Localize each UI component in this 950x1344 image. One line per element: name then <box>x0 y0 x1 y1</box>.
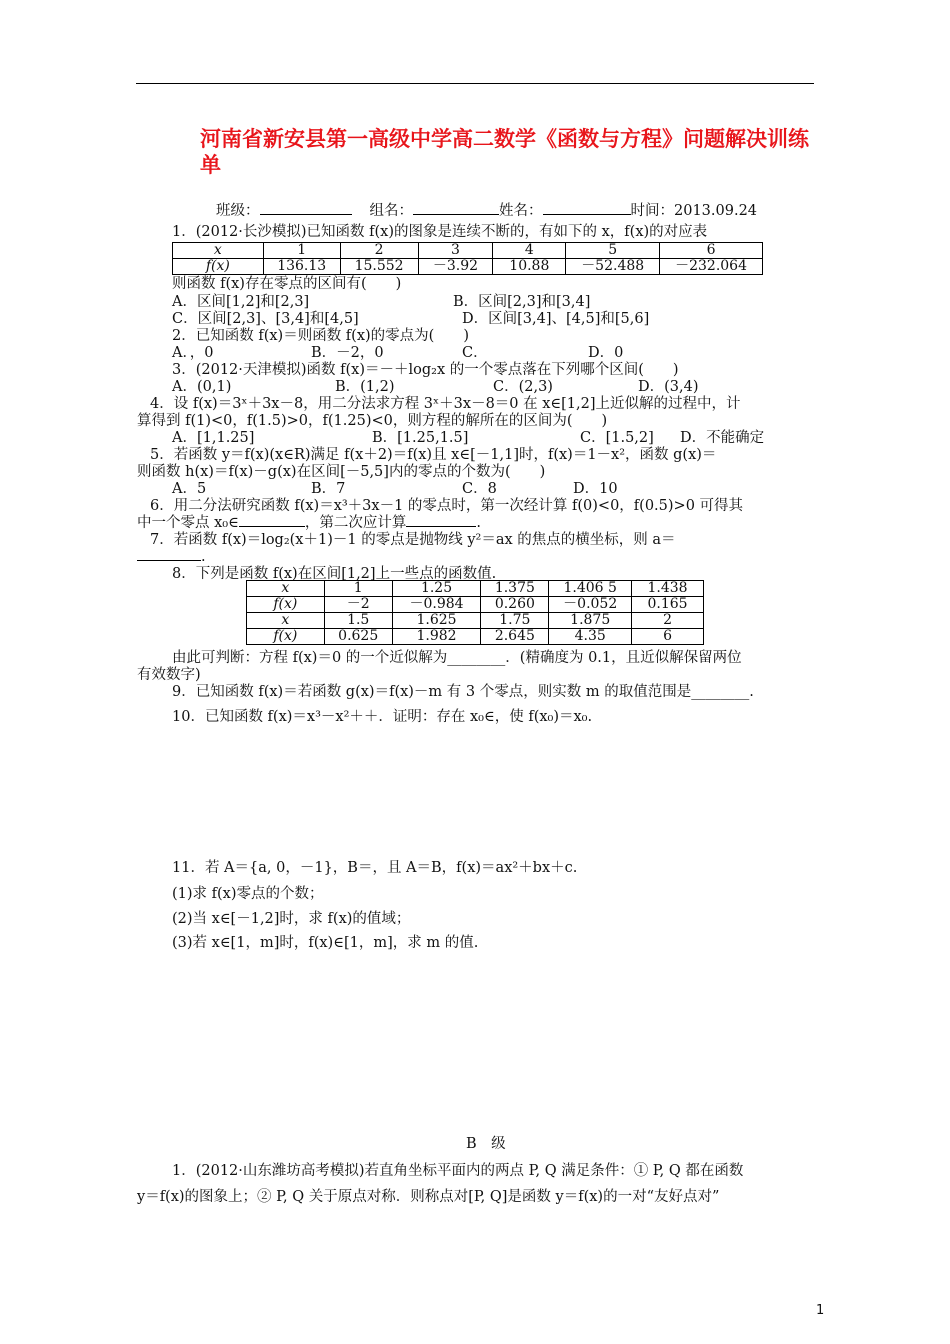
q4-option-d: D．不能确定 <box>680 430 765 446</box>
q8-table-cell: 2.645 <box>481 629 549 645</box>
group-label: 组名： <box>369 203 413 219</box>
q1-table-cell: －232.064 <box>660 259 763 275</box>
q1-option-a: A．区间[1,2]和[2,3] <box>172 294 310 310</box>
b1-line2: y＝f(x)的图象上；② P, Q 关于原点对称．则称点对[P, Q]是函数 y＝f(x)的一对“友好点对” <box>137 1189 720 1205</box>
q1-question: 则函数 f(x)存在零点的区间有( ) <box>172 276 402 292</box>
q6-line2 <box>137 515 481 532</box>
q6-line2-a: 中一个零点 x₀∈ <box>137 515 239 531</box>
q6-line2-b: ，第二次应计算 <box>304 515 407 531</box>
q8-table-cell: －0.052 <box>549 597 632 613</box>
q8-table-cell: 0.625 <box>324 629 392 645</box>
q4-option-a: A．[1,1.25] <box>172 430 255 446</box>
q11-part1: (1)求 f(x)零点的个数； <box>172 886 324 902</box>
q6-blank-1 <box>239 526 305 527</box>
q8-table-cell: 1.375 <box>481 581 549 597</box>
q11-part2: (2)当 x∈[－1,2]时，求 f(x)的值域； <box>172 911 411 927</box>
q8-table-cell: 1.875 <box>549 613 632 629</box>
q1-option-b: B．区间[2,3]和[3,4] <box>453 294 591 310</box>
q8-table-cell: －0.984 <box>392 597 481 613</box>
q8-table-row <box>247 581 704 597</box>
q8-table-cell: 2 <box>632 613 704 629</box>
q8-table-cell: 6 <box>632 629 704 645</box>
q7-line1: 7．若函数 f(x)＝log₂(x＋1)－1 的零点是抛物线 y²＝ax 的焦点的横坐标，则 a＝ <box>150 532 676 548</box>
q8-table-row <box>247 597 704 613</box>
header-rule <box>136 83 814 84</box>
q2-option-c: C． <box>462 345 488 361</box>
q3-option-c: C．(2,3) <box>493 379 553 395</box>
q2-option-b: B．－2，0 <box>311 345 384 361</box>
q8-table-cell: 1.438 <box>632 581 704 597</box>
q1-table-cell: 4 <box>493 243 566 259</box>
q8-table-row <box>247 613 704 629</box>
time-label: 时间：2013.09.24 <box>630 203 758 219</box>
q8-line1: 由此可判断：方程 f(x)＝0 的一个近似解为________．(精确度为 0.1，且近似解保留两位 <box>172 650 742 666</box>
q1-table-cell: 136.13 <box>263 259 340 275</box>
q1-table-row <box>173 243 763 259</box>
q5-line1: 5．若函数 y＝f(x)(x∈R)满足 f(x＋2)＝f(x)且 x∈[－1,1]时，f(x)＝1－x²，函数 g(x)＝ <box>150 447 717 463</box>
q8-table-cell: 1.625 <box>392 613 481 629</box>
q11-part3: (3)若 x∈[1，m]时，f(x)∈[1，m]，求 m 的值. <box>172 935 479 951</box>
q4-option-b: B．[1.25,1.5] <box>372 430 469 446</box>
q1-table-cell: 10.88 <box>493 259 566 275</box>
q5-option-c: C．8 <box>462 481 497 497</box>
group-blank <box>413 214 499 215</box>
q11-stem: 11．若 A＝{a, 0，－1}，B＝，且 A＝B，f(x)＝ax²＋bx＋c. <box>172 860 578 876</box>
q4-line1: 4．设 f(x)＝3ˣ＋3x－8，用二分法求方程 3ˣ＋3x－8＝0 在 x∈[1,2]上近似解的过程中，计 <box>150 396 741 412</box>
q8-table-cell: 1.982 <box>392 629 481 645</box>
q2-option-d: D．0 <box>588 345 624 361</box>
q8-table-cell: 1.25 <box>392 581 481 597</box>
q4-line2: 算得到 f(1)<0，f(1.5)>0，f(1.25)<0，则方程的解所在的区间为( ) <box>137 413 608 429</box>
name-blank <box>543 214 631 215</box>
q4-option-c: C．[1.5,2] <box>580 430 654 446</box>
class-label: 班级： <box>216 203 260 219</box>
q8-table-cell: 0.260 <box>481 597 549 613</box>
q8-stem: 8．下列是函数 f(x)在区间[1,2]上一些点的函数值. <box>172 566 497 582</box>
q2-option-a: A．，0 <box>172 345 214 361</box>
page-number: 1 <box>816 1303 825 1318</box>
q3-option-a: A．(0,1) <box>172 379 232 395</box>
q3-option-d: D．(3,4) <box>638 379 699 395</box>
q1-table-cell: 6 <box>660 243 763 259</box>
info-line <box>216 203 757 220</box>
q5-option-a: A．5 <box>172 481 207 497</box>
q3-stem: 3．(2012·天津模拟)函数 f(x)＝－＋log₂x 的一个零点落在下列哪个区间( ) <box>172 362 679 378</box>
q1-table-cell: －3.92 <box>418 259 493 275</box>
q7-line2 <box>137 549 206 566</box>
q7-line2-text: . <box>201 549 206 565</box>
q8-table-header-cell: f(x) <box>247 597 325 613</box>
q8-table-cell: 1 <box>324 581 392 597</box>
q8-table-header-cell: x <box>247 613 325 629</box>
class-blank <box>260 214 352 215</box>
q8-table-cell: 1.406 5 <box>549 581 632 597</box>
q1-table-header-cell: x <box>173 243 264 259</box>
document-title: 河南省新安县第一高级中学高二数学《函数与方程》问题解决训练单 <box>200 127 809 177</box>
q6-line1: 6．用二分法研究函数 f(x)＝x³＋3x－1 的零点时，第一次经计算 f(0)<0，f(0.5)>0 可得其 <box>150 498 744 514</box>
q5-option-b: B．7 <box>311 481 346 497</box>
q8-table-cell: 4.35 <box>549 629 632 645</box>
q8-table-cell: 0.165 <box>632 597 704 613</box>
q8-line2: 有效数字) <box>137 667 201 683</box>
q8-table-cell: 1.75 <box>481 613 549 629</box>
q10-stem: 10．已知函数 f(x)＝x³－x²＋＋．证明：存在 x₀∈，使 f(x₀)＝x₀. <box>172 709 593 725</box>
q6-blank-2 <box>406 526 476 527</box>
q8-table-header-cell: x <box>247 581 325 597</box>
q2-stem: 2．已知函数 f(x)＝则函数 f(x)的零点为( ) <box>172 328 469 344</box>
q9-stem: 9．已知函数 f(x)＝若函数 g(x)＝f(x)－m 有 3 个零点，则实数 m 的取值范围是________. <box>172 684 754 700</box>
q8-table-cell: 1.5 <box>324 613 392 629</box>
q1-table-cell: －52.488 <box>566 259 660 275</box>
q1-stem: 1．(2012·长沙模拟)已知函数 f(x)的图象是连续不断的，有如下的 x，f(x)的对应表 <box>172 224 708 240</box>
q1-option-d: D．区间[3,4]、[4,5]和[5,6] <box>462 311 650 327</box>
name-label: 姓名： <box>499 203 543 219</box>
b1-line1: 1．(2012·山东潍坊高考模拟)若直角坐标平面内的两点 P, Q 满足条件：① P, Q 都在函数 <box>172 1163 744 1179</box>
q1-table-cell: 15.552 <box>340 259 418 275</box>
q5-option-d: D．10 <box>573 481 618 497</box>
q8-table <box>246 580 704 645</box>
q1-table <box>172 242 763 275</box>
q5-line2: 则函数 h(x)＝f(x)－g(x)在区间[－5,5]内的零点的个数为( ) <box>137 464 546 480</box>
section-b-heading: B 级 <box>466 1136 506 1152</box>
q7-blank <box>137 560 201 561</box>
q3-option-b: B．(1,2) <box>335 379 395 395</box>
q8-table-header-cell: f(x) <box>247 629 325 645</box>
q6-line2-c: . <box>476 515 481 531</box>
q1-table-header-cell: f(x) <box>173 259 264 275</box>
q1-option-c: C．区间[2,3]、[3,4]和[4,5] <box>172 311 359 327</box>
q8-table-cell: －2 <box>324 597 392 613</box>
q1-table-cell: 5 <box>566 243 660 259</box>
q1-table-row <box>173 259 763 275</box>
q1-table-cell: 2 <box>340 243 418 259</box>
q1-table-cell: 3 <box>418 243 493 259</box>
q1-table-cell: 1 <box>263 243 340 259</box>
q8-table-row <box>247 629 704 645</box>
